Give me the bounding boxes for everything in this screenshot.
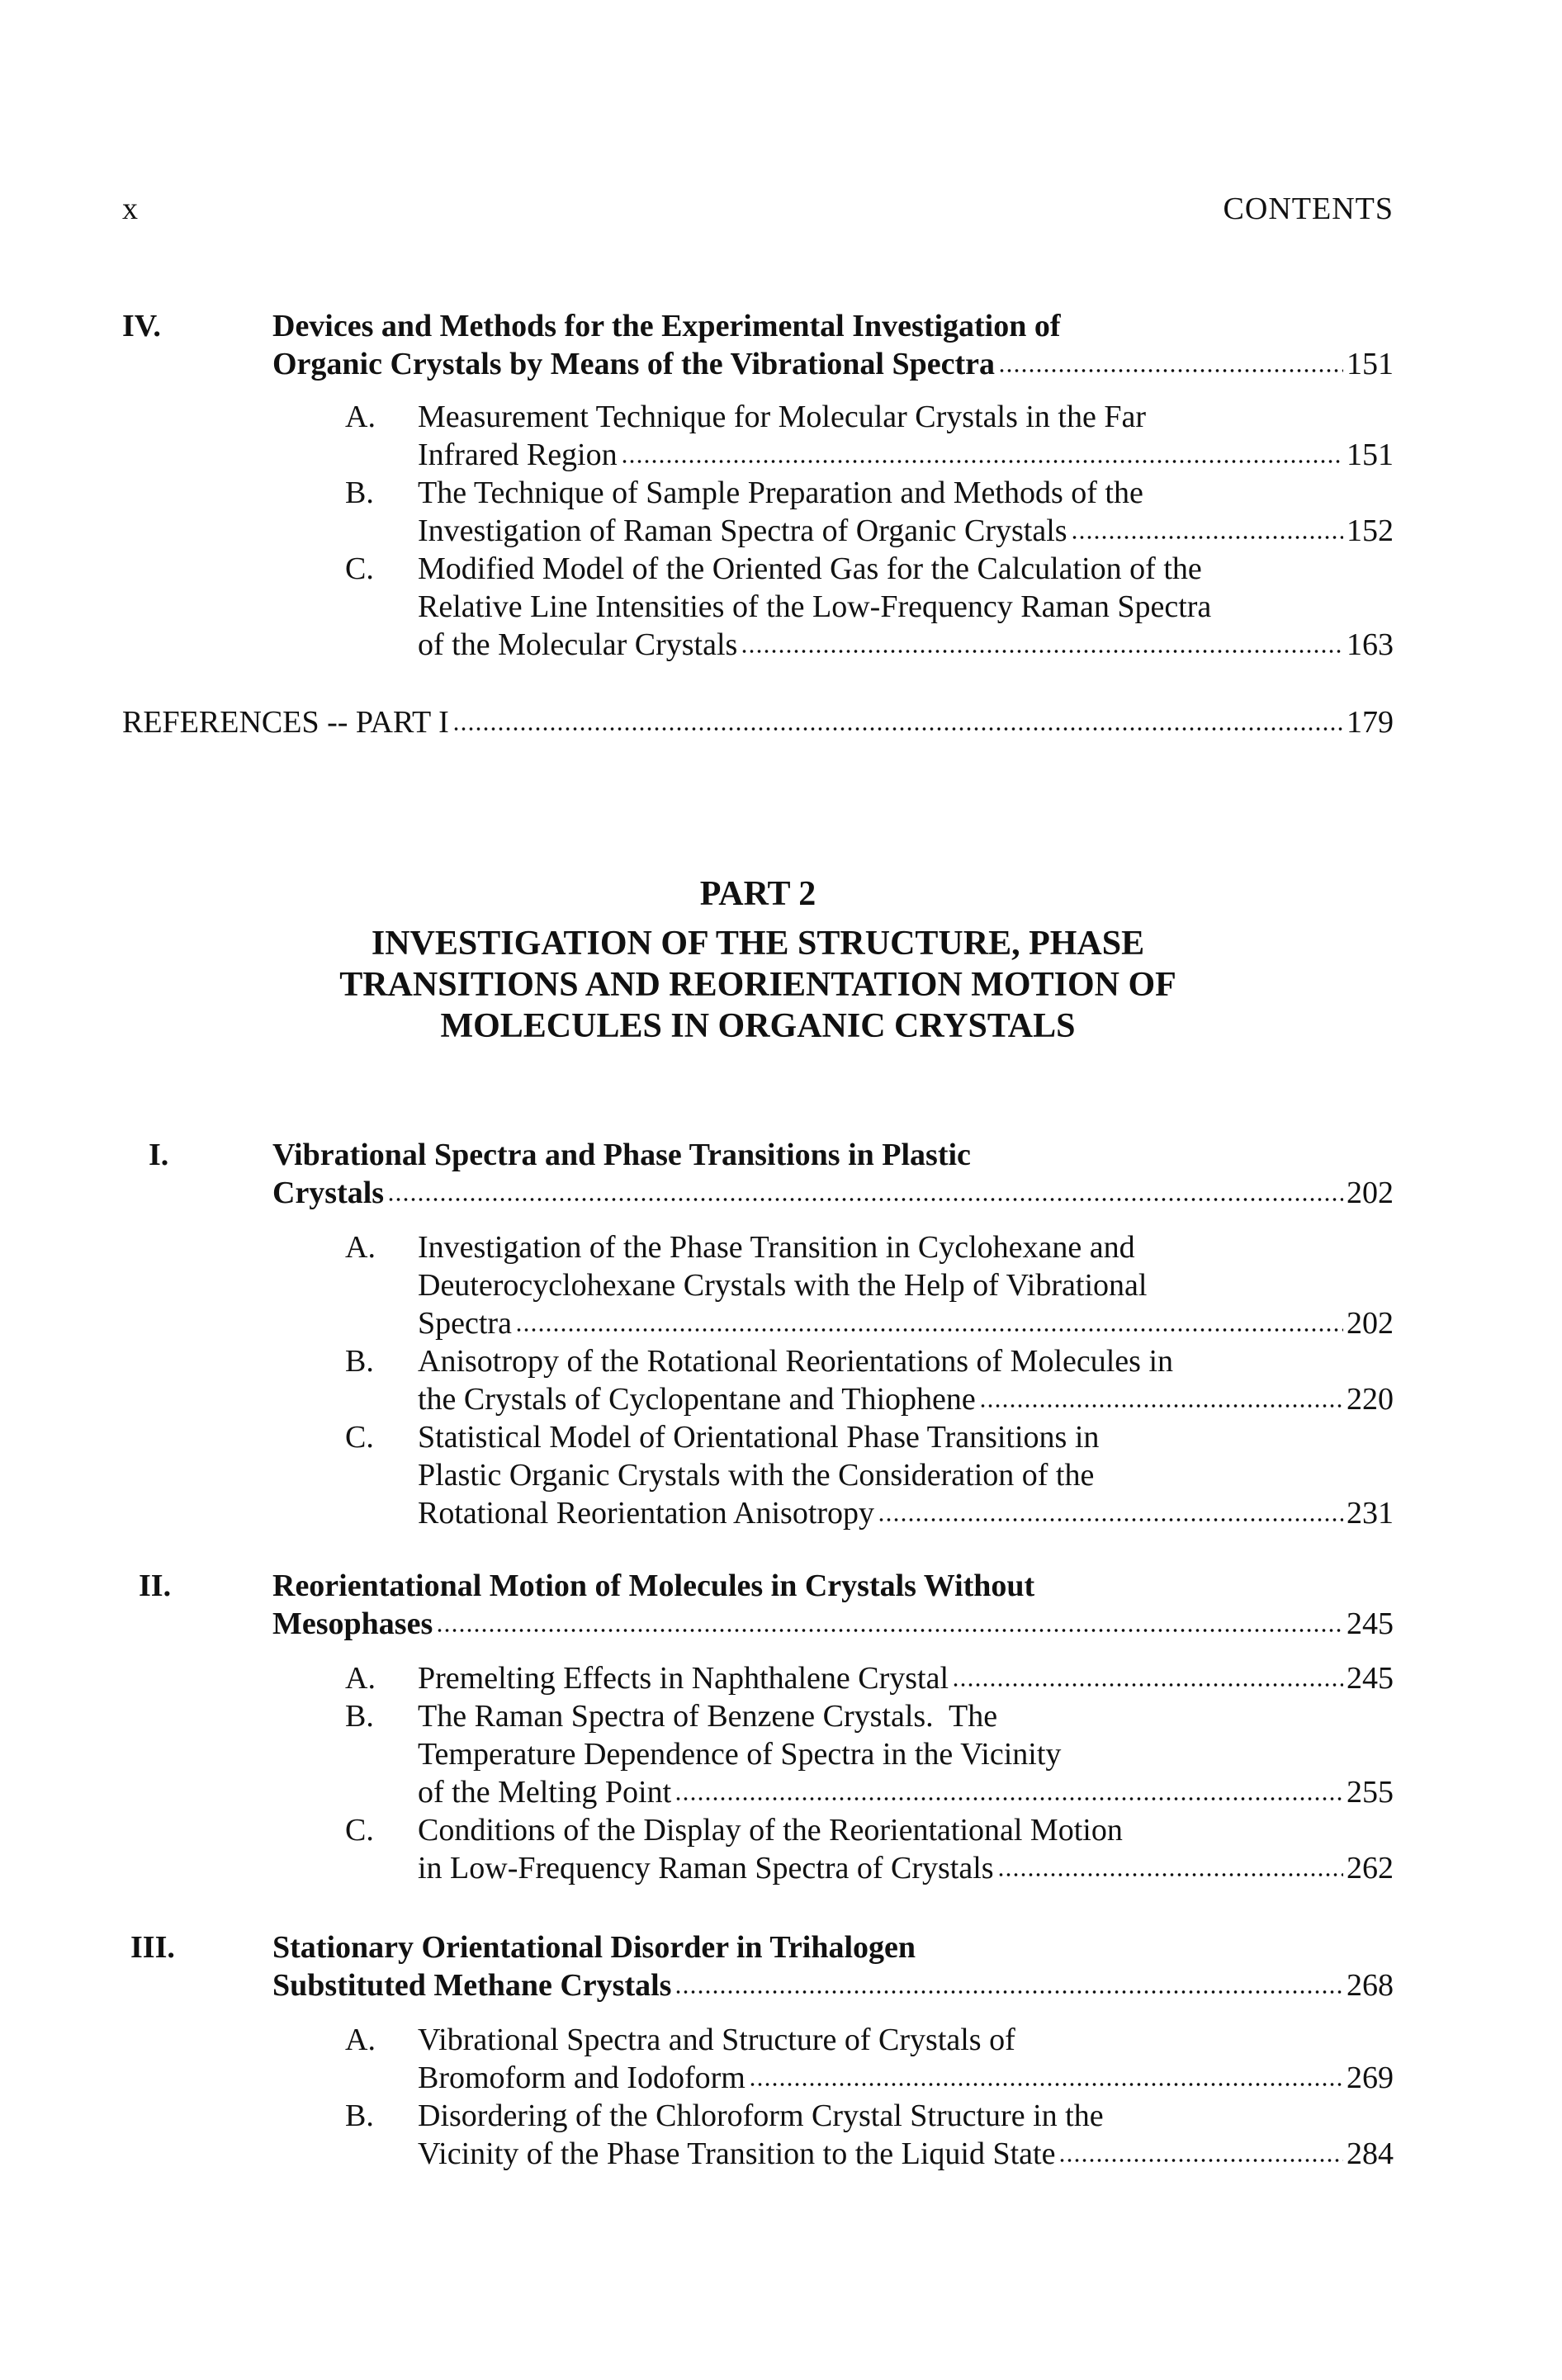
- toc-references-part-1: [122, 703, 1394, 741]
- page-number: 262: [1347, 1851, 1394, 1886]
- subsection-title-line: Spectra: [418, 1306, 512, 1341]
- subsection-title-line: Relative Line Intensities of the Low-Frequency Raman Spectra: [418, 589, 1212, 624]
- toc-subsection-i-a: [122, 1228, 1394, 1342]
- subsection-title-line: Anisotropy of the Rotational Reorientations of Molecules in: [418, 1344, 1174, 1379]
- page-number: 220: [1347, 1382, 1394, 1417]
- toc-section-i: [122, 1136, 1394, 1212]
- dot-leader: [878, 1516, 1343, 1523]
- subsection-letter: A.: [345, 400, 376, 434]
- subsection-title-line: The Raman Spectra of Benzene Crystals. The: [418, 1699, 998, 1734]
- page-folio: x: [122, 192, 138, 226]
- subsection-title-line: Statistical Model of Orientational Phase Transitions in: [418, 1420, 1100, 1455]
- page-number: 202: [1347, 1306, 1394, 1341]
- toc-section-iii: [122, 1928, 1394, 2004]
- part-title-line: TRANSITIONS AND REORIENTATION MOTION OF: [339, 966, 1176, 1004]
- subsection-title-line: Deuterocyclohexane Crystals with the Help of Vibrational: [418, 1268, 1148, 1303]
- dot-leader: [387, 1196, 1343, 1203]
- dot-leader: [1071, 534, 1343, 541]
- subsection-title-line: The Technique of Sample Preparation and Methods of the: [418, 476, 1143, 510]
- dot-leader: [452, 726, 1343, 732]
- dot-leader: [979, 1403, 1343, 1409]
- page-number: 268: [1347, 1968, 1394, 2003]
- toc-subsection-ii-a: [122, 1659, 1394, 1697]
- section-numeral: III.: [130, 1930, 175, 1965]
- dot-leader: [1058, 2157, 1343, 2164]
- running-head: [122, 190, 1394, 231]
- toc-subsection-iii-a: [122, 2021, 1394, 2097]
- toc-subsection-iii-b: [122, 2097, 1394, 2173]
- dot-leader: [515, 1327, 1343, 1333]
- dot-leader: [436, 1627, 1343, 1634]
- page-number: 284: [1347, 2136, 1394, 2171]
- subsection-title-line: Infrared Region: [418, 438, 618, 472]
- page-number: 269: [1347, 2061, 1394, 2095]
- dot-leader: [997, 1871, 1343, 1878]
- subsection-letter: B.: [345, 1344, 374, 1379]
- subsection-title-line: the Crystals of Cyclopentane and Thiophene: [418, 1382, 976, 1417]
- subsection-letter: A.: [345, 1661, 376, 1696]
- section-numeral: IV.: [122, 309, 161, 343]
- subsection-title-line: Plastic Organic Crystals with the Consideration of the: [418, 1458, 1095, 1493]
- subsection-letter: C.: [345, 1420, 374, 1455]
- page-number: 151: [1347, 347, 1394, 381]
- toc-subsection-iv-a: [122, 398, 1394, 474]
- page-number: 245: [1347, 1661, 1394, 1696]
- section-title-line: Substituted Methane Crystals: [272, 1968, 672, 2003]
- subsection-title-line: Measurement Technique for Molecular Crystals in the Far: [418, 400, 1146, 434]
- subsection-title-line: Premelting Effects in Naphthalene Crystal: [418, 1661, 949, 1696]
- subsection-title-line: Conditions of the Display of the Reorientational Motion: [418, 1813, 1123, 1848]
- toc-section-ii: [122, 1567, 1394, 1643]
- section-title-line: Devices and Methods for the Experimental Investigation of: [272, 309, 1061, 343]
- dot-leader: [749, 2081, 1343, 2088]
- part-2-heading-block: [122, 873, 1394, 1047]
- page-number: 202: [1347, 1176, 1394, 1210]
- page-number: 163: [1347, 627, 1394, 662]
- section-title-line: Vibrational Spectra and Phase Transitions in Plastic: [272, 1138, 971, 1172]
- subsection-title-line: Rotational Reorientation Anisotropy: [418, 1496, 875, 1531]
- toc-subsection-iv-b: [122, 474, 1394, 550]
- section-title-line: Reorientational Motion of Molecules in Crystals Without: [272, 1569, 1035, 1603]
- subsection-title-line: Temperature Dependence of Spectra in the Vicinity: [418, 1737, 1062, 1772]
- toc-subsection-iv-c: [122, 550, 1394, 664]
- page-number: 179: [1347, 705, 1394, 740]
- subsection-title-line: in Low-Frequency Raman Spectra of Crystals: [418, 1851, 994, 1886]
- toc-section-iv: [122, 307, 1394, 383]
- page-number: 152: [1347, 513, 1394, 548]
- subsection-title-line: Vicinity of the Phase Transition to the Liquid State: [418, 2136, 1056, 2171]
- page-number: 231: [1347, 1496, 1394, 1531]
- subsection-title-line: Vibrational Spectra and Structure of Crystals of: [418, 2023, 1015, 2057]
- subsection-letter: B.: [345, 476, 374, 510]
- dot-leader: [741, 648, 1343, 655]
- subsection-title-line: Bromoform and Iodoform: [418, 2061, 746, 2095]
- page-number: 151: [1347, 438, 1394, 472]
- part-title-line: MOLECULES IN ORGANIC CRYSTALS: [440, 1007, 1076, 1045]
- dot-leader: [952, 1682, 1343, 1688]
- toc-subsection-i-c: [122, 1418, 1394, 1532]
- section-title-line: Stationary Orientational Disorder in Trihalogen: [272, 1930, 916, 1965]
- running-title: CONTENTS: [1223, 192, 1394, 226]
- page-number: 255: [1347, 1775, 1394, 1810]
- dot-leader: [674, 1796, 1343, 1802]
- part-heading: PART 2: [699, 875, 816, 913]
- section-numeral: I.: [149, 1138, 169, 1172]
- dot-leader: [674, 1989, 1343, 1995]
- subsection-title-line: of the Molecular Crystals: [418, 627, 738, 662]
- subsection-letter: A.: [345, 2023, 376, 2057]
- subsection-letter: C.: [345, 551, 374, 586]
- subsection-letter: B.: [345, 1699, 374, 1734]
- subsection-title-line: Investigation of the Phase Transition in Cyclohexane and: [418, 1230, 1135, 1265]
- subsection-title-line: Modified Model of the Oriented Gas for the Calculation of the: [418, 551, 1202, 586]
- dot-leader: [621, 458, 1343, 465]
- references-label: REFERENCES -- PART I: [122, 705, 449, 740]
- part-title-line: INVESTIGATION OF THE STRUCTURE, PHASE: [371, 925, 1145, 963]
- subsection-letter: A.: [345, 1230, 376, 1265]
- section-title-line: Organic Crystals by Means of the Vibrational Spectra: [272, 347, 996, 381]
- subsection-title-line: Investigation of Raman Spectra of Organic Crystals: [418, 513, 1067, 548]
- toc-subsection-i-b: [122, 1342, 1394, 1418]
- subsection-title-line: Disordering of the Chloroform Crystal Structure in the: [418, 2098, 1104, 2133]
- page-number: 245: [1347, 1606, 1394, 1641]
- dot-leader: [998, 367, 1343, 374]
- subsection-letter: C.: [345, 1813, 374, 1848]
- section-title-line: Mesophases: [272, 1606, 433, 1641]
- toc-subsection-ii-c: [122, 1811, 1394, 1887]
- subsection-letter: B.: [345, 2098, 374, 2133]
- toc-subsection-ii-b: [122, 1697, 1394, 1811]
- section-numeral: II.: [139, 1569, 172, 1603]
- section-title-line: Crystals: [272, 1176, 385, 1210]
- subsection-title-line: of the Melting Point: [418, 1775, 672, 1810]
